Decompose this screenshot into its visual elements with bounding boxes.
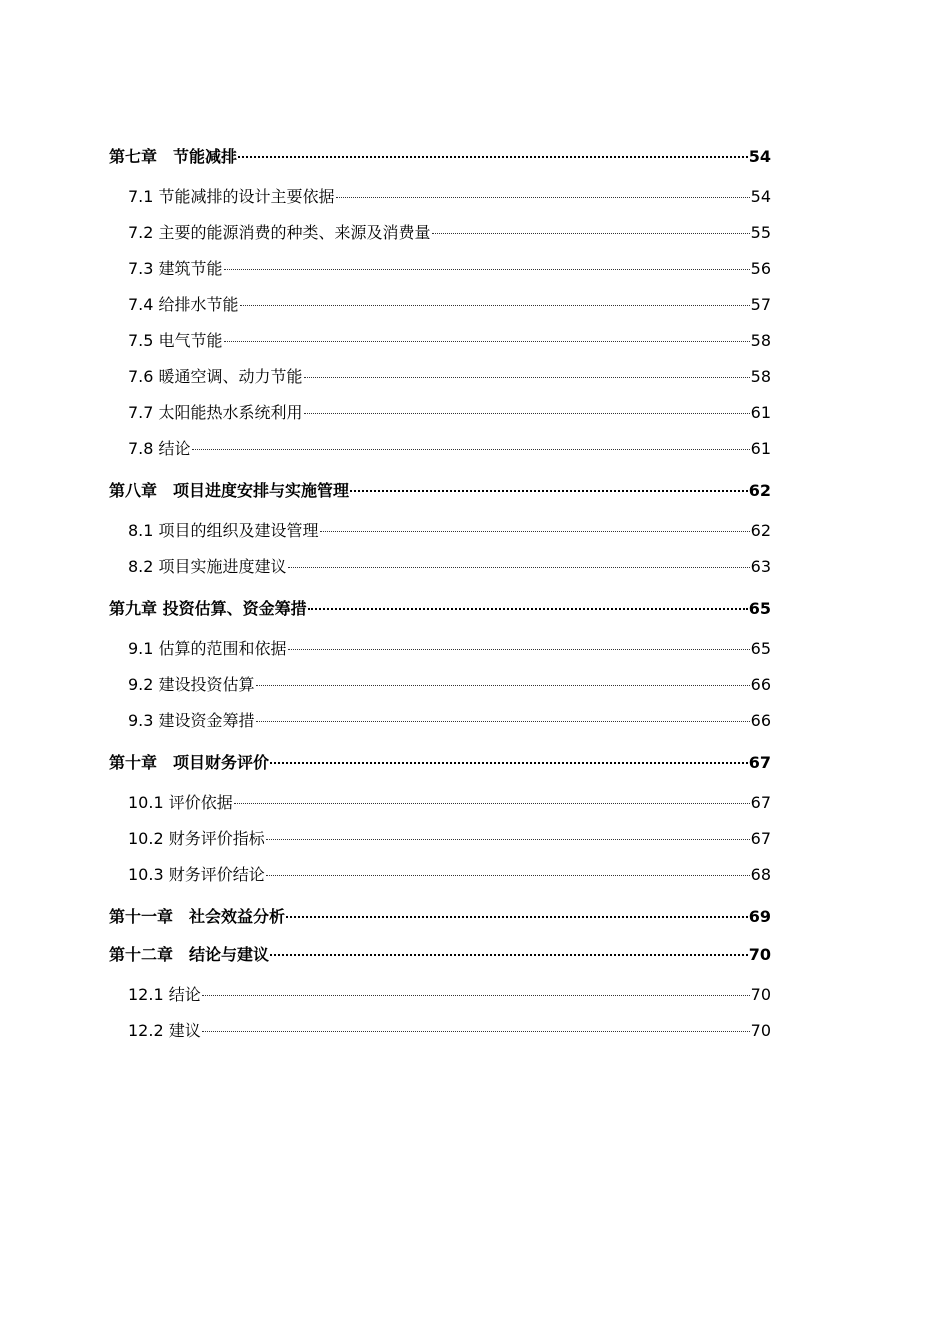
toc-section-entry[interactable]: [109, 359, 771, 395]
toc-page-number: 66: [750, 711, 771, 730]
spacer: [109, 505, 771, 513]
dot-leader: [266, 838, 750, 840]
toc-section-entry[interactable]: [109, 703, 771, 739]
dot-leader: [202, 994, 750, 996]
dot-leader: [304, 412, 750, 414]
spacer: [109, 739, 771, 749]
toc-entry-title: 第七章 节能减排: [109, 147, 238, 166]
spacer: [109, 969, 771, 977]
dot-leader: [308, 607, 748, 610]
toc-page-number: 62: [748, 481, 771, 500]
toc-chapter-entry[interactable]: [109, 903, 771, 931]
spacer: [109, 623, 771, 631]
toc-entry-title: 12.1 结论: [128, 985, 201, 1004]
toc-chapter-entry[interactable]: [109, 143, 771, 171]
toc-entry-title: 9.1 估算的范围和依据: [128, 639, 287, 658]
toc-page-number: 68: [750, 865, 771, 884]
toc-page-number: 58: [750, 331, 771, 350]
toc-entry-title: 8.1 项目的组织及建设管理: [128, 521, 319, 540]
toc-page-number: 58: [750, 367, 771, 386]
toc-page-number: 63: [750, 557, 771, 576]
toc-chapter-entry[interactable]: [109, 749, 771, 777]
toc-page-number: 54: [750, 187, 771, 206]
toc-chapter-entry[interactable]: [109, 941, 771, 969]
toc-section-entry[interactable]: [109, 251, 771, 287]
toc-entry-title: 第十二章 结论与建议: [109, 945, 270, 964]
toc-entry-title: 第十一章 社会效益分析: [109, 907, 286, 926]
dot-leader: [288, 566, 750, 568]
toc-page-number: 61: [750, 403, 771, 422]
toc-section-entry[interactable]: [109, 1013, 771, 1049]
toc-section-entry[interactable]: [109, 785, 771, 821]
dot-leader: [288, 648, 750, 650]
spacer: [109, 931, 771, 941]
toc-section-entry[interactable]: [109, 287, 771, 323]
toc-page-number: 70: [750, 1021, 771, 1040]
toc-entry-title: 9.3 建设资金筹措: [128, 711, 255, 730]
dot-leader: [256, 720, 750, 722]
toc-entry-title: 7.8 结论: [128, 439, 191, 458]
toc-page-number: 61: [750, 439, 771, 458]
toc-page-number: 69: [748, 907, 771, 926]
toc-section-entry[interactable]: [109, 431, 771, 467]
spacer: [109, 467, 771, 477]
toc-page-number: 57: [750, 295, 771, 314]
toc-page-number: 67: [750, 829, 771, 848]
spacer: [109, 777, 771, 785]
toc-page-number: 65: [748, 599, 771, 618]
toc-entry-title: 10.3 财务评价结论: [128, 865, 265, 884]
toc-chapter-entry[interactable]: [109, 477, 771, 505]
toc-chapter-entry[interactable]: [109, 595, 771, 623]
dot-leader: [320, 530, 750, 532]
toc-page-number: 62: [750, 521, 771, 540]
toc-page-number: 67: [748, 753, 771, 772]
toc-page-number: 70: [750, 985, 771, 1004]
dot-leader: [286, 915, 748, 918]
toc-entry-title: 第十章 项目财务评价: [109, 753, 270, 772]
toc-entry-title: 7.7 太阳能热水系统利用: [128, 403, 303, 422]
toc-section-entry[interactable]: [109, 857, 771, 893]
dot-leader: [202, 1030, 750, 1032]
dot-leader: [240, 304, 750, 306]
toc-entry-title: 7.1 节能减排的设计主要依据: [128, 187, 335, 206]
toc-section-entry[interactable]: [109, 215, 771, 251]
dot-leader: [192, 448, 750, 450]
toc-page-number: 56: [750, 259, 771, 278]
toc-page-number: 66: [750, 675, 771, 694]
dot-leader: [270, 953, 748, 956]
toc-section-entry[interactable]: [109, 513, 771, 549]
toc-entry-title: 9.2 建设投资估算: [128, 675, 255, 694]
dot-leader: [350, 489, 748, 492]
toc-entry-title: 7.5 电气节能: [128, 331, 223, 350]
spacer: [109, 171, 771, 179]
toc-page-number: 54: [748, 147, 771, 166]
dot-leader: [336, 196, 750, 198]
toc-entry-title: 7.2 主要的能源消费的种类、来源及消费量: [128, 223, 431, 242]
table-of-contents: [109, 143, 771, 1049]
toc-entry-title: 7.6 暖通空调、动力节能: [128, 367, 303, 386]
toc-page-number: 70: [748, 945, 771, 964]
dot-leader: [304, 376, 750, 378]
spacer: [109, 893, 771, 903]
dot-leader: [234, 802, 750, 804]
toc-entry-title: 10.2 财务评价指标: [128, 829, 265, 848]
toc-entry-title: 8.2 项目实施进度建议: [128, 557, 287, 576]
toc-entry-title: 12.2 建议: [128, 1021, 201, 1040]
dot-leader: [256, 684, 750, 686]
toc-page-number: 65: [750, 639, 771, 658]
toc-entry-title: 第九章 投资估算、资金筹措: [109, 599, 307, 618]
toc-section-entry[interactable]: [109, 395, 771, 431]
spacer: [109, 585, 771, 595]
toc-entry-title: 7.4 给排水节能: [128, 295, 239, 314]
toc-section-entry[interactable]: [109, 549, 771, 585]
dot-leader: [266, 874, 750, 876]
toc-page-number: 55: [750, 223, 771, 242]
dot-leader: [224, 340, 750, 342]
dot-leader: [270, 761, 748, 764]
toc-section-entry[interactable]: [109, 179, 771, 215]
toc-section-entry[interactable]: [109, 323, 771, 359]
dot-leader: [224, 268, 750, 270]
toc-entry-title: 10.1 评价依据: [128, 793, 233, 812]
toc-entry-title: 7.3 建筑节能: [128, 259, 223, 278]
toc-page-number: 67: [750, 793, 771, 812]
dot-leader: [432, 232, 750, 234]
toc-section-entry[interactable]: [109, 631, 771, 667]
toc-section-entry[interactable]: [109, 667, 771, 703]
dot-leader: [238, 155, 748, 158]
toc-section-entry[interactable]: [109, 821, 771, 857]
toc-section-entry[interactable]: [109, 977, 771, 1013]
toc-entry-title: 第八章 项目进度安排与实施管理: [109, 481, 350, 500]
